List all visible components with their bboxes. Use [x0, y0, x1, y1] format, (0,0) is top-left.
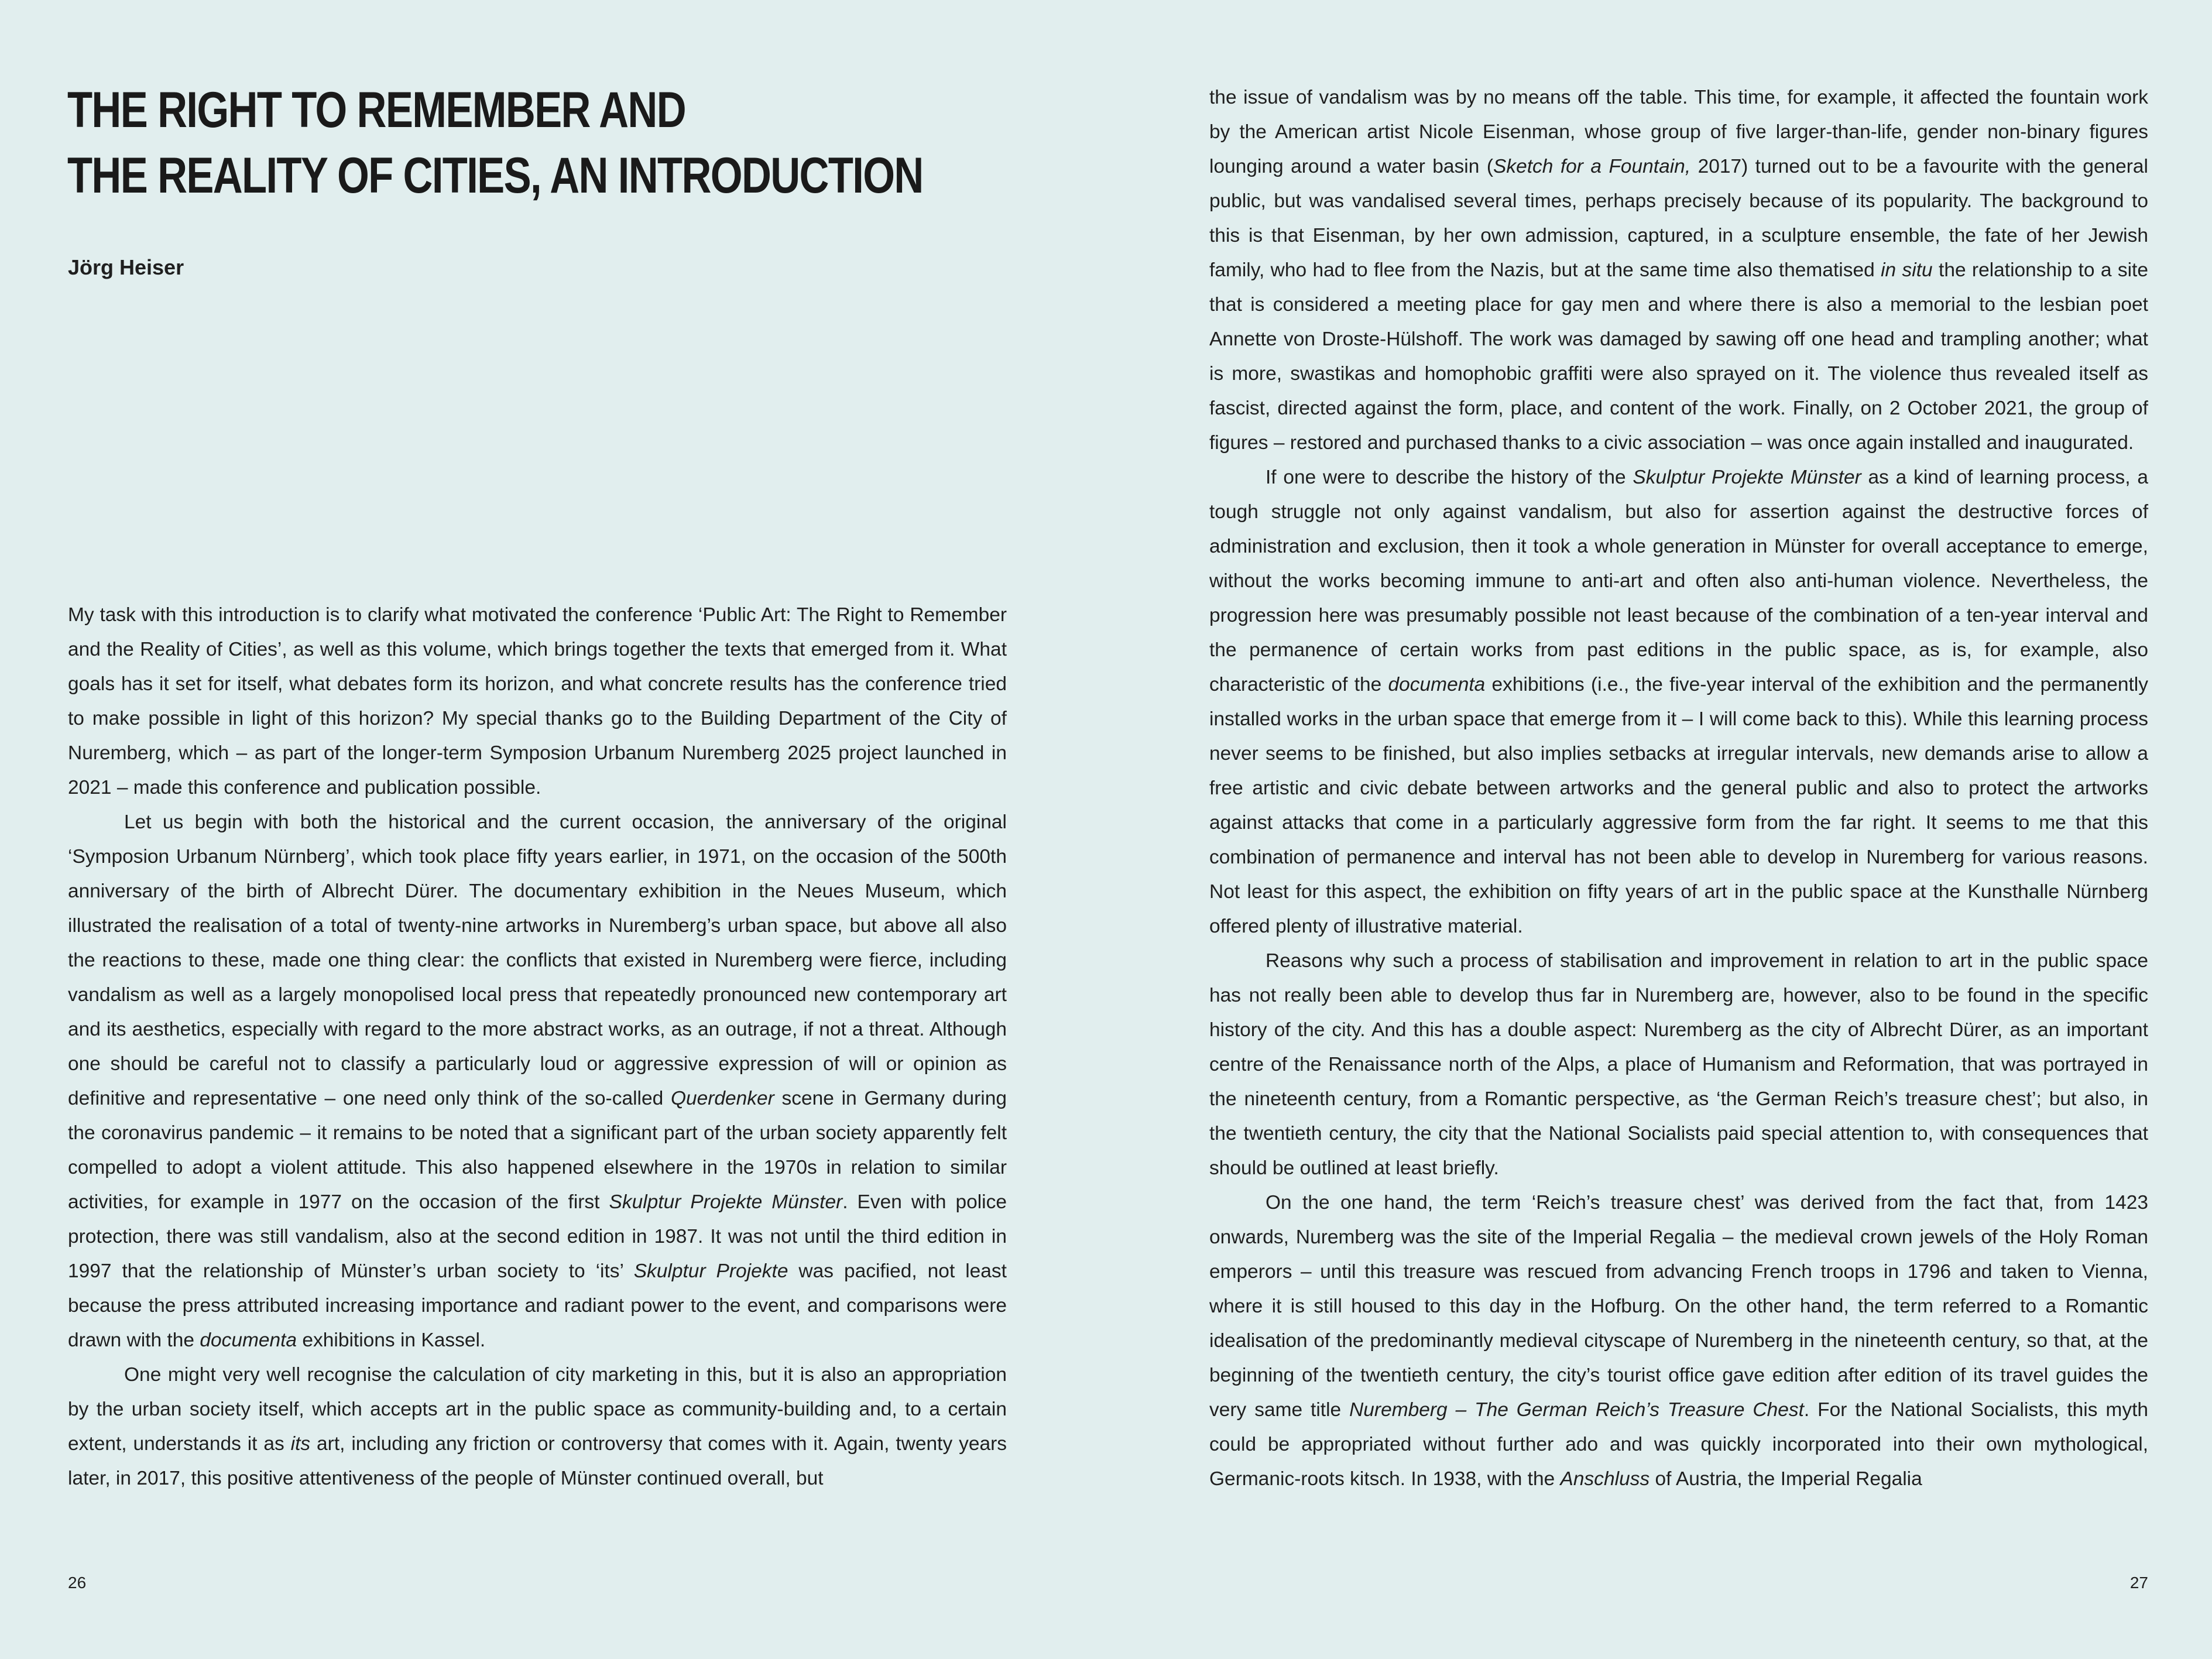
italic-run: Skulptur Projekte Münster: [609, 1191, 843, 1213]
paragraph: [68, 1358, 1007, 1496]
paragraph: [1209, 460, 2148, 944]
text-run: art, including any friction or controversy that comes with it. Again, twenty years later, in 2017, this positive attentiveness of the people of Münster continued overall, but: [68, 1433, 1007, 1489]
body-text-right: [1209, 80, 2148, 1496]
text-run: Let us begin with both the historical and the current occasion, the anniversary of the original ‘Symposion Urbanum Nürnberg’, which took place fifty years earlier, in 1971, on the occasion of the 500th anniversary of the birth of Albrecht Dürer. The documentary exhibition in the Neues Museum, which illustrated the realisation of a total of twenty-nine artworks in Nuremberg’s urban space, but above all also the reactions to these, made one thing clear: the conflicts that existed in Nuremberg were fierce, including vandalism as well as a largely monopolised local press that repeatedly pronounced new contemporary art and its aesthetics, especially with regard to the more abstract works, as an outrage, if not a threat. Although one should be careful not to classify a particularly loud or aggressive expression of will or opinion as definitive and representative – one need only think of the so-called: [68, 811, 1007, 1109]
text-run: One might very well recognise the calculation of city marketing in this, but it is also an appropriation by the urban society itself, which accepts art in the public space as community-building and, to a certain extent, understands it as: [68, 1364, 1007, 1455]
italic-run: documenta: [200, 1329, 297, 1351]
chapter-title: [67, 77, 923, 208]
italic-run: Querdenker: [670, 1088, 774, 1109]
text-run: My task with this introduction is to clarify what motivated the conference ‘Public Art: The Right to Remember and the Reality of Cities’, as well as this volume, which brings together the texts that emerged from it. What goals has it set for itself, what debates form its horizon, and what concrete results has the conference tried to make possible in light of this horizon? My special thanks go to the Building Department of the City of Nuremberg, which – as part of the longer-term Symposion Urbanum Nuremberg 2025 project launched in 2021 – made this conference and publication possible.: [68, 604, 1007, 798]
body-text-left: [68, 598, 1007, 1496]
author-name: Jörg Heiser: [68, 255, 184, 279]
text-run: . For the National Socialists, this myth could be appropriated without further ado and was quickly incorporated into their own mythological, Germanic-roots kitsch. In 1938, with the: [1209, 1399, 2149, 1490]
page-number: 27: [2129, 1574, 2148, 1592]
right-page: [1106, 0, 2212, 1659]
text-run: of Austria, the Imperial Regalia: [1649, 1468, 1922, 1490]
text-run: . Even with police protection, there was still vandalism, also at the second edition in 1987. It was not until the third edition in 1997 that the relationship of Münster’s urban society to ‘its’: [68, 1191, 1007, 1282]
paragraph: [1209, 80, 2148, 460]
italic-run: its: [290, 1433, 311, 1455]
page-number: 26: [68, 1574, 87, 1592]
italic-run: Anschluss: [1560, 1468, 1650, 1490]
text-run: the issue of vandalism was by no means off the table. This time, for example, it affected the fountain work by the American artist Nicole Eisenman, whose group of five larger-than-life, gender non-binary figures lounging around a water basin (: [1209, 87, 2148, 177]
chapter-title-line-2: THE REALITY OF CITIES, AN INTRODUCTION: [67, 148, 923, 204]
text-run: Reasons why such a process of stabilisation and improvement in relation to art in the public space has not really been able to develop thus far in Nuremberg are, however, also to be found in the specific history of the city. And this has a double aspect: Nuremberg as the city of Albrecht Dürer, as an important centre of the Renaissance north of the Alps, a place of Humanism and Reformation, that was portrayed in the nineteenth century, from a Romantic perspective, as ‘the German Reich’s treasure chest’; but also, in the twentieth century, the city that the National Socialists paid special attention to, with consequences that should be outlined at least briefly.: [1209, 950, 2148, 1179]
italic-run: documenta: [1388, 674, 1486, 695]
text-run: If one were to describe the history of the: [1266, 467, 1633, 488]
italic-run: Nuremberg – The German Reich’s Treasure Chest: [1349, 1399, 1804, 1421]
text-run: exhibitions in Kassel.: [297, 1329, 486, 1351]
chapter-title-line-1: THE RIGHT TO REMEMBER AND: [67, 82, 685, 138]
text-run: was pacified, not least because the press attributed increasing importance and radiant power to the event, and comparisons were drawn with the: [68, 1260, 1007, 1351]
text-run: On the one hand, the term ‘Reich’s treasure chest’ was derived from the fact that, from 1423 onwards, Nuremberg was the site of the Imperial Regalia – the medieval crown jewels of the Holy Roman emperors – until this treasure was rescued from advancing French troops in 1796 and taken to Vienna, where it is still housed to this day in the Hofburg. On the other hand, the term referred to a Romantic idealisation of the predominantly medieval cityscape of Nuremberg in the nineteenth century, so that, at the beginning of the twentieth century, the city’s tourist office gave edition after edition of its travel guides the very same title: [1209, 1192, 2148, 1421]
paragraph: [1209, 944, 2148, 1185]
paragraph: [68, 598, 1007, 805]
text-run: exhibitions (i.e., the five-year interval of the exhibition and the permanently installed works in the urban space that emerge from it – I will come back to this). While this learning process never seems to be finished, but also implies setbacks at irregular intervals, new demands arise to allow a free artistic and civic debate between artworks and the general public and also to protect the artworks against attacks that come in a particularly aggressive form from the far right. It seems to me that this combination of permanence and interval has not been able to develop in Nuremberg for various reasons. Not least for this aspect, the exhibition on fifty years of art in the public space at the Kunsthalle Nürnberg offered plenty of illustrative material.: [1209, 674, 2148, 937]
text-run: 2017) turned out to be a favourite with the general public, but was vandalised several times, perhaps precisely because of its popularity. The background to this is that Eisenman, by her own admission, captured, in a sculpture ensemble, the fate of her Jewish family, who had to flee from the Nazis, but at the same time also thematised: [1209, 156, 2148, 281]
italic-run: Skulptur Projekte: [633, 1260, 788, 1282]
paragraph: [68, 805, 1007, 1358]
text-run: the relationship to a site that is considered a meeting place for gay men and where there is also a memorial to the lesbian poet Annette von Droste-Hülshoff. The work was damaged by sawing off one head and trampling another; what is more, swastikas and homophobic graffiti were also sprayed on it. The violence thus revealed itself as fascist, directed against the form, place, and content of the work. Finally, on 2 October 2021, the group of figures – restored and purchased thanks to a civic association – was once again installed and inaugurated.: [1209, 259, 2148, 454]
italic-run: Skulptur Projekte Münster: [1633, 467, 1861, 488]
text-run: as a kind of learning process, a tough struggle not only against vandalism, but also for assertion against the destructive forces of administration and exclusion, then it took a whole generation in Münster for overall acceptance to emerge, without the works becoming immune to anti-art and often also anti-human violence. Nevertheless, the progression here was presumably possible not least because of the combination of a ten-year interval and the permanence of certain works from past editions in the public space, as is, for example, also characteristic of the: [1209, 467, 2148, 695]
italic-run: Sketch for a Fountain,: [1493, 156, 1691, 177]
text-run: scene in Germany during the coronavirus pandemic – it remains to be noted that a significant part of the urban society apparently felt compelled to adopt a violent attitude. This also happened elsewhere in the 1970s in relation to similar activities, for example in 1977 on the occasion of the first: [68, 1088, 1007, 1213]
italic-run: in situ: [1881, 259, 1933, 281]
paragraph: [1209, 1185, 2148, 1496]
